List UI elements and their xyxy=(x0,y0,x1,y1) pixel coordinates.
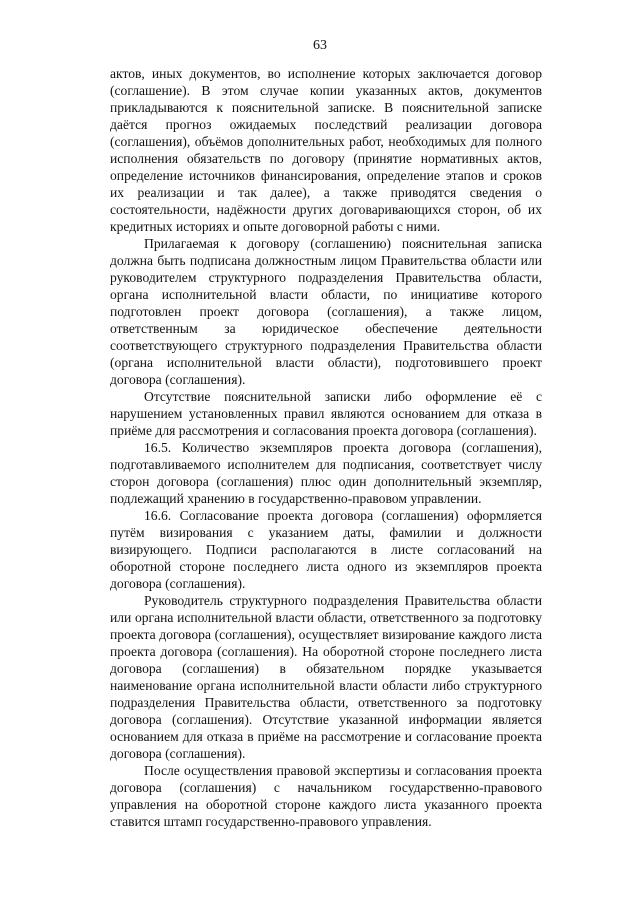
paragraph-explanatory-note-signature: Прилагаемая к договору (соглашению) пояснительная записка должна быть подписана должностным лицом Правительства области или руководителем структурного подразделения Правительства области, органа исполнительной власти области, по инициативе которого подготовлен проект договора (соглашения), а также лицом, ответственным за юридическое обеспечение деятельности соответствующего структурного подразделения Правительства области (органа исполнительной власти области), подготовившего проект договора (соглашения). xyxy=(110,236,542,387)
paragraph-16-5-copies: 16.5. Количество экземпляров проекта договора (соглашения), подготавливаемого исполнителем для подписания, соответствует числу сторон договора (соглашения) плюс один дополнительный экземпляр, подлежащий хранению в государственно-правовом управлении. xyxy=(110,440,542,506)
paragraph-16-6-approval: 16.6. Согласование проекта договора (соглашения) оформляется путём визирования с указанием даты, фамилии и должности визирующего. Подписи располагаются в листе согласований на оборотной стороне последнего листа одного из экземпляров проекта договора (соглашения). xyxy=(110,508,542,591)
paragraph-missing-note-refusal: Отсутствие пояснительной записки либо оформление её с нарушением установленных правил являются основанием для отказа в приёме для рассмотрения и согласования проекта договора (соглашения). xyxy=(110,389,542,438)
paragraph-continuation: актов, иных документов, во исполнение которых заключается договор (соглашение). В этом случае копии указанных актов, документов прикладываются к пояснительной записке. В пояснительной записке даётся прогноз ожидаемых последствий реализации договора (соглашения), объёмов дополнительных работ, необходимых для полного исполнения обязательств по договору (принятие нормативных актов, определение источников финансирования, определение этапов и сроков их реализации и так далее), а также приводятся сведения о состоятельности, надёжности других договаривающихся сторон, об их кредитных историях и опыте договорной работы с ними. xyxy=(110,66,542,234)
paragraph-head-visa: Руководитель структурного подразделения Правительства области или органа исполнительной власти области, ответственного за подготовку проекта договора (соглашения), осуществляет визирование каждого листа проекта договора (соглашения). На оборотной стороне последнего листа договора (соглашения) в обязательном порядке указывается наименование органа исполнительной власти области либо структурного подразделения Правительства области, ответственного за подготовку договора (соглашения). Отсутствие указанной информации является основанием для отказа в приёме на рассмотрение и согласование проекта договора (соглашения). xyxy=(110,593,542,761)
paragraph-legal-stamp: После осуществления правовой экспертизы и согласования проекта договора (соглашения) с начальником государственно-правового управления на оборотной стороне каждого листа указанного проекта ставится штамп государственно-правового управления. xyxy=(110,763,542,829)
document-body xyxy=(110,65,542,830)
page-number: 63 xyxy=(313,38,327,53)
